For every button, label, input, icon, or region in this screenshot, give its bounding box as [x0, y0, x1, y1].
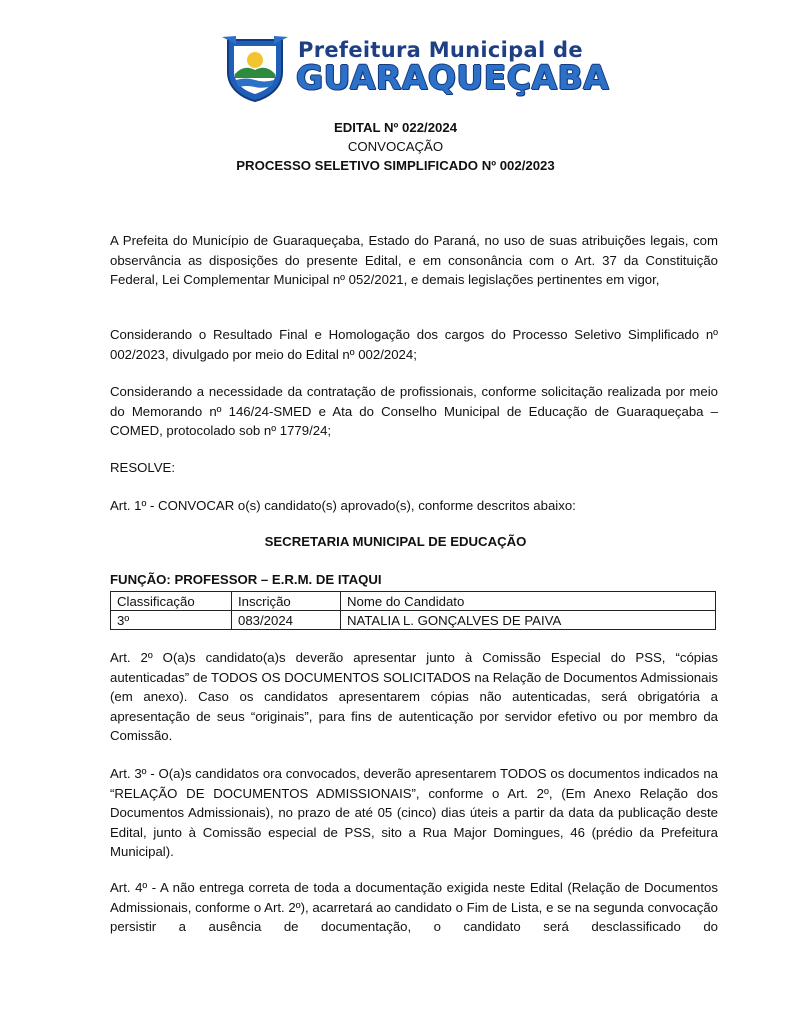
considerando2-block — [110, 382, 718, 441]
cell-classificacao: 3º — [111, 611, 232, 630]
intro-paragraph-block — [110, 231, 718, 290]
document-title-block — [0, 118, 791, 175]
brand-line-2: GUARAQUEÇABA — [296, 58, 610, 97]
considerando-1-paragraph: Considerando o Resultado Final e Homologação dos cargos do Processo Seletivo Simplificado nº 002/2023, divulgado por meio do Edital nº 002/2024; — [110, 327, 718, 362]
considerando-2-paragraph: Considerando a necessidade da contratação de profissionais, conforme solicitação realizada por meio do Memorando nº 146/24-SMED e Ata do Conselho Municipal de Educação de Guaraqueçaba – COMED, protocolado sob nº 1779/24; — [110, 384, 718, 439]
header-classificacao: Classificação — [111, 592, 232, 611]
table-row — [111, 611, 716, 630]
edital-number: EDITAL Nº 022/2024 — [333, 120, 458, 135]
funcao-heading: FUNÇÃO: PROFESSOR – E.R.M. DE ITAQUI — [110, 572, 382, 587]
art3-block — [110, 764, 718, 862]
art4-block — [110, 878, 718, 937]
document-type: CONVOCAÇÃO — [347, 139, 444, 154]
art3-paragraph: Art. 3º - O(a)s candidatos ora convocados, deverão apresentarem TODOS os documentos indicados na “RELAÇÃO DE DOCUMENTOS ADMISSIONAIS”, conforme o Art. 2º, (Em Anexo Relação dos Documentos Admissionais), no prazo de até 05 (cinco) dias úteis a partir da data da publicação deste Edital, junto à Comissão especial de PSS, sito a Rua Major Domingues, 46 (prédio da Prefeitura Municipal). — [110, 766, 718, 860]
header-nome: Nome do Candidato — [341, 592, 716, 611]
art1-block — [110, 496, 718, 516]
table-header-row — [111, 592, 716, 611]
resolve-label: RESOLVE: — [110, 460, 175, 475]
municipal-crest-icon — [222, 34, 288, 102]
art2-paragraph: Art. 2º O(a)s candidato(a)s deverão apresentar junto à Comissão Especial do PSS, “cópias autenticadas” de TODOS OS DOCUMENTOS SOLICITADOS na Relação de Documentos Admissionais (em anexo). Caso os candidatos apresentarem cópias não autenticadas, será obrigatória a apresentação de seus “originais”, para fins de autenticação por servidor efetivo ou por membro da Comissão. — [110, 650, 718, 744]
cell-nome: NATALIA L. GONÇALVES DE PAIVA — [341, 611, 716, 630]
considerando1-block — [110, 325, 718, 364]
resolve-block — [110, 458, 718, 478]
process-title: PROCESSO SELETIVO SIMPLIFICADO Nº 002/2023 — [236, 158, 555, 173]
art1-paragraph: Art. 1º - CONVOCAR o(s) candidato(s) aprovado(s), conforme descritos abaixo: — [110, 498, 576, 513]
header-inscricao: Inscrição — [232, 592, 341, 611]
art4-paragraph: Art. 4º - A não entrega correta de toda a documentação exigida neste Edital (Relação de Documentos Admissionais, conforme o Art. 2º), acarretará ao candidato o Fim de Lista, e se na segunda convocação persistir a ausência de documentação, o candidato será desclassificado do — [110, 880, 718, 935]
art2-block — [110, 648, 718, 746]
letterhead — [222, 34, 610, 104]
cell-inscricao: 083/2024 — [232, 611, 341, 630]
candidates-table — [110, 591, 716, 630]
secretaria-heading: SECRETARIA MUNICIPAL DE EDUCAÇÃO — [264, 534, 527, 549]
brand-line-1: Prefeitura Municipal de — [298, 38, 583, 62]
intro-paragraph: A Prefeita do Município de Guaraqueçaba, Estado do Paraná, no uso de suas atribuições legais, com observância as disposições do presente Edital, e em consonância com o Art. 37 da Constituição Federal, Lei Complementar Municipal nº 052/2021, e demais legislações pertinentes em vigor, — [110, 233, 718, 288]
